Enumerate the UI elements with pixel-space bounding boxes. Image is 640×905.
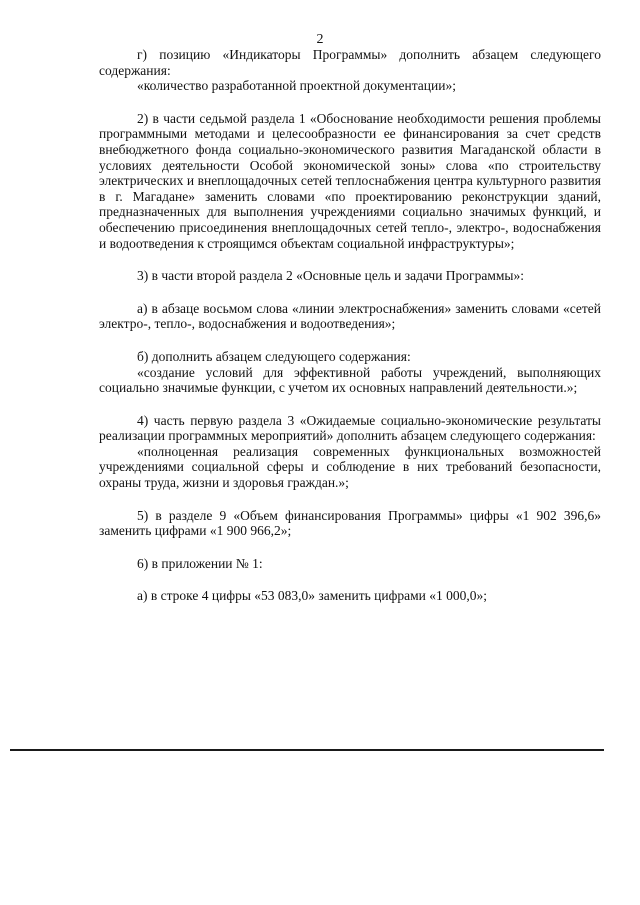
paragraph-amendment-2: 2) в части седьмой раздела 1 «Обоснование необходимости решения проблемы программными методами и целесообразности ее финансирования за счет средств внебюджетного фонда социально-экономического развития Магаданской области в условиях деятельности Особой экономической зоны» слова «по строительству электрических и внеплощадочных сетей теплоснабжения центра культурного развития в г. Магадане» заменить словами «по проектированию реконструкции зданий, предназначенных для выполнения учреждениями социально значимых функций, и обеспечению присоединения внеплощадочных сетей тепло-, электро-, водоснабжения и водоотведения к строящимся объектам социальной инфраструктуры»; [99,110,601,251]
paragraph-amendment-3b-quote: «создание условий для эффективной работы учреждений, выполняющих социально значимые функции, с учетом их основных направлений деятельности.»; [99,364,601,396]
horizontal-rule [10,749,604,751]
paragraph-amendment-3b: б) дополнить абзацем следующего содержания: [137,348,411,364]
paragraph-amendment-3a: а) в абзаце восьмом слова «линии электроснабжения» заменить словами «сетей электро-, тепло-, водоснабжения и водоотведения»; [99,300,601,332]
paragraph-amendment-6: 6) в приложении № 1: [137,555,263,571]
page-number: 2 [316,32,324,47]
paragraph-amendment-3: 3) в части второй раздела 2 «Основные цель и задачи Программы»: [137,268,524,284]
document-body [99,47,601,604]
paragraph-amendment-5: 5) в разделе 9 «Объем финансирования Программы» цифры «1 902 396,6» заменить цифрами «1 900 966,2»; [99,507,601,539]
paragraph-indicators-quote: «количество разработанной проектной документации»; [137,78,456,94]
paragraph-amendment-4-quote: «полноценная реализация современных функциональных возможностей учреждениями социальной сферы и соблюдение в них требований безопасности, охраны труда, жизни и здоровья граждан.»; [99,443,601,491]
paragraph-amendment-4: 4) часть первую раздела 3 «Ожидаемые социально-экономические результаты реализации программных мероприятий» дополнить абзацем следующего содержания: [99,412,601,444]
paragraph-amendment-6a: а) в строке 4 цифры «53 083,0» заменить цифрами «1 000,0»; [137,588,487,604]
paragraph-indicators-item: г) позицию «Индикаторы Программы» дополнить абзацем следующего содержания: [99,47,601,78]
